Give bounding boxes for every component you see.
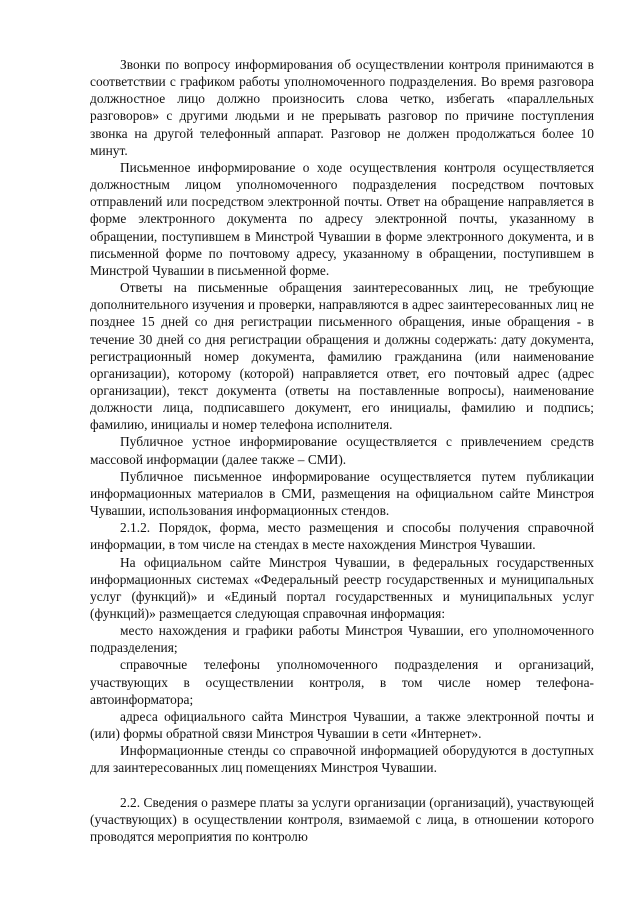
- paragraph-calls: Звонки по вопросу информирования об осуществлении контроля принимаются в соответствии с графиком работы уполномоченного подразделения. Во время разговора должностное лицо должно произносить слова четко, избегать «параллельных разговоров» с другими людьми и не прерывать разговор по причине поступления звонка на другой телефонный аппарат. Разговор не должен продолжаться более 10 минут.: [90, 57, 594, 158]
- paragraph-written-informing: Письменное информирование о ходе осуществления контроля осуществляется должностным лицом уполномоченного подразделения посредством почтовых отправлений или посредством электронной почты. Ответ на обращение направляется в форме электронного документа по адресу электронной почты, указанному в обращении, поступившем в Минстрой Чувашии в форме электронного документа, и в письменной форме по почтовому адресу, указанному в обращении, поступившем в Минстрой Чувашии в письменной форме.: [90, 159, 594, 278]
- paragraph-answers: Ответы на письменные обращения заинтересованных лиц, не требующие дополнительного изучения и проверки, направляются в адрес заинтересованных лиц не позднее 15 дней со дня регистрации письменного обращения, иные обращения - в течение 30 дней со дня регистрации обращения и должны содержать: дату документа, регистрационный номер документа, фамилию гражданина (или наименование организации), которому (которой) направляется ответ, его почтовый адрес (адрес организации), текст документа (ответы на поставленные вопросы), наименование должности лица, подписавшего документ, его инициалы, фамилию и подпись; фамилию, инициалы и номер телефона исполнителя.: [90, 280, 594, 433]
- paragraph-section-2-1-2: 2.1.2. Порядок, форма, место размещения и способы получения справочной информации, в том числе на стендах в месте нахождения Минстроя Чувашии.: [90, 520, 594, 553]
- paragraph-official-site: На официальном сайте Минстроя Чувашии, в федеральных государственных информационных системах «Федеральный реестр государственных и муниципальных услуг (функций)» и «Единый портал государственных и муниципальных услуг (функций)» размещается следующая справочная информация:: [90, 554, 594, 621]
- paragraph-info-stands: Информационные стенды со справочной информацией оборудуются в доступных для заинтересованных лиц помещениях Минстроя Чувашии.: [90, 743, 594, 776]
- paragraph-public-oral: Публичное устное информирование осуществляется с привлечением средств массовой информации (далее также – СМИ).: [90, 434, 594, 467]
- paragraph-phones: справочные телефоны уполномоченного подразделения и организаций, участвующих в осуществлении контроля, в том числе номер телефона-автоинформатора;: [90, 657, 594, 707]
- document-body: [90, 56, 594, 845]
- paragraph-public-written: Публичное письменное информирование осуществляется путем публикации информационных материалов в СМИ, размещения на официальном сайте Минстроя Чувашии, использования информационных стендов.: [90, 468, 594, 519]
- paragraph-location-schedule: место нахождения и графики работы Минстроя Чувашии, его уполномоченного подразделения;: [90, 623, 594, 656]
- paragraph-addresses: адреса официального сайта Минстроя Чувашии, а также электронной почты и (или) формы обратной связи Минстроя Чувашии в сети «Интернет».: [90, 708, 594, 742]
- paragraph-section-2-2: 2.2. Сведения о размере платы за услуги организации (организаций), участвующей (участвующих) в осуществлении контроля, взимаемой с лица, в отношении которого проводятся мероприятия по контролю: [90, 794, 594, 844]
